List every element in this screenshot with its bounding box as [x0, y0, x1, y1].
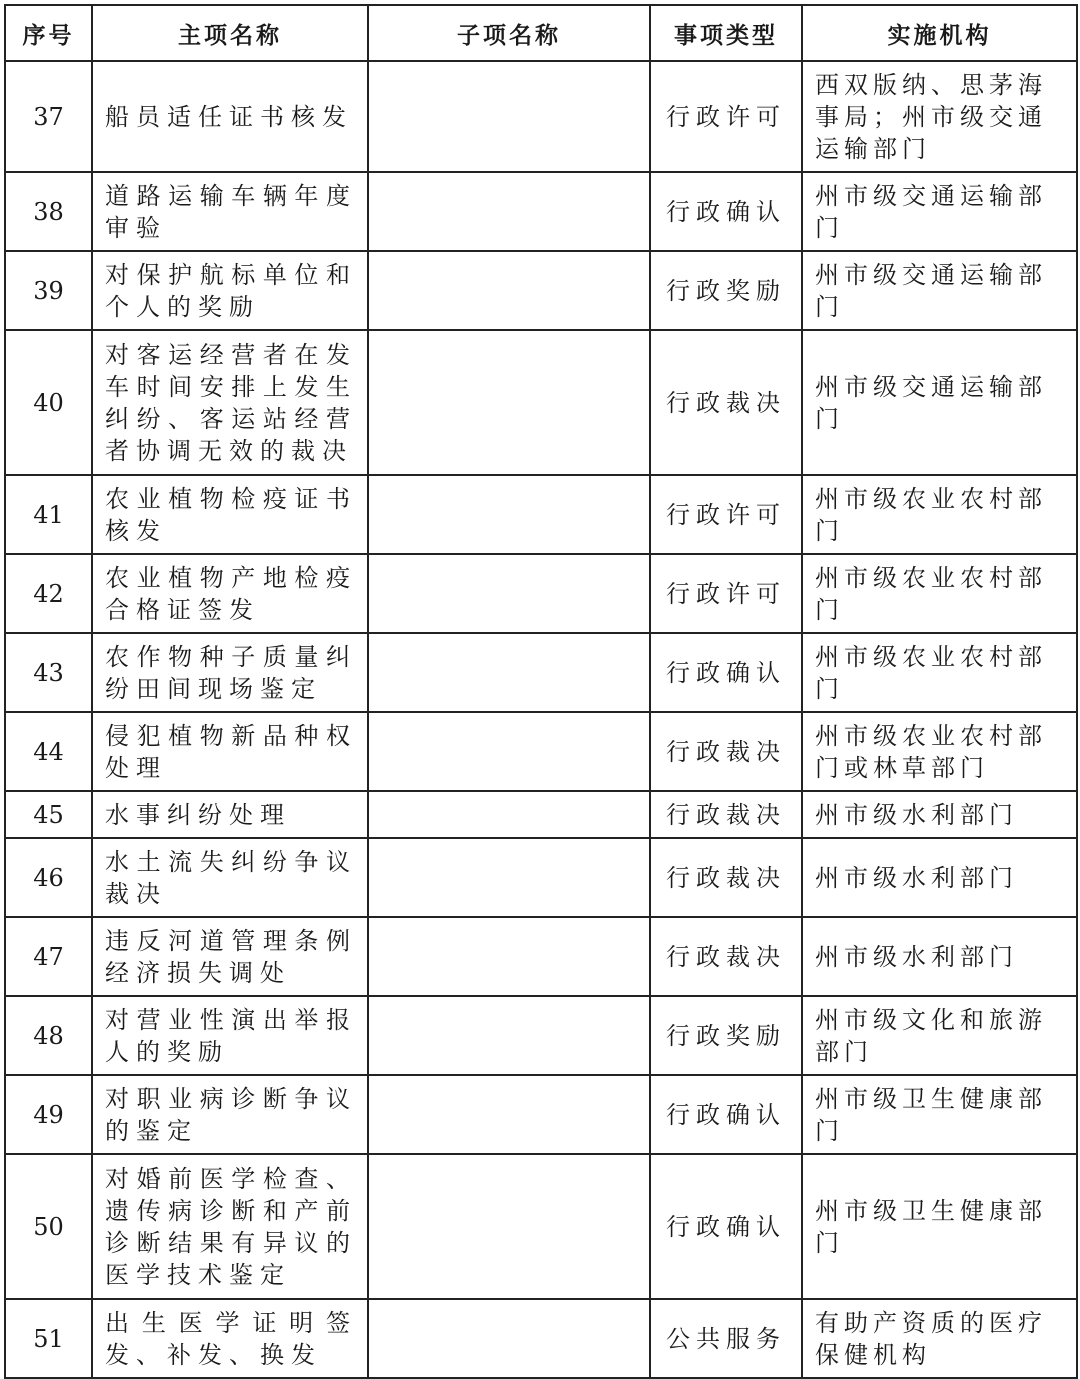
table-row [5, 791, 1077, 838]
cell-seq: 44 [5, 712, 92, 791]
cell-sub-name [368, 838, 650, 917]
cell-type: 行政确认 [650, 1075, 802, 1154]
cell-seq: 38 [5, 172, 92, 251]
cell-sub-name [368, 791, 650, 838]
cell-seq: 51 [5, 1299, 92, 1378]
cell-main-name: 出生医学证明签发、补发、换发 [92, 1299, 368, 1378]
header-row [5, 5, 1077, 61]
cell-sub-name [368, 554, 650, 633]
cell-seq: 45 [5, 791, 92, 838]
cell-sub-name [368, 251, 650, 330]
cell-org: 州市级水利部门 [802, 838, 1077, 917]
table-row [5, 1299, 1077, 1378]
cell-sub-name [368, 996, 650, 1075]
cell-type: 行政奖励 [650, 996, 802, 1075]
table-row [5, 1154, 1077, 1299]
cell-org: 州市级交通运输部门 [802, 330, 1077, 475]
cell-seq: 37 [5, 61, 92, 172]
cell-seq: 42 [5, 554, 92, 633]
cell-seq: 43 [5, 633, 92, 712]
cell-sub-name [368, 1075, 650, 1154]
header-org: 实施机构 [802, 5, 1077, 61]
header-type: 事项类型 [650, 5, 802, 61]
cell-type: 行政奖励 [650, 251, 802, 330]
cell-main-name: 水事纠纷处理 [92, 791, 368, 838]
table-row [5, 1075, 1077, 1154]
cell-type: 行政许可 [650, 475, 802, 554]
cell-seq: 49 [5, 1075, 92, 1154]
table-row [5, 633, 1077, 712]
cell-org: 州市级农业农村部门 [802, 475, 1077, 554]
header-main-name: 主项名称 [92, 5, 368, 61]
table-row [5, 712, 1077, 791]
cell-org: 州市级卫生健康部门 [802, 1075, 1077, 1154]
cell-seq: 41 [5, 475, 92, 554]
cell-main-name: 农作物种子质量纠纷田间现场鉴定 [92, 633, 368, 712]
cell-main-name: 对保护航标单位和个人的奖励 [92, 251, 368, 330]
cell-type: 行政裁决 [650, 330, 802, 475]
cell-type: 公共服务 [650, 1299, 802, 1378]
cell-type: 行政许可 [650, 554, 802, 633]
cell-sub-name [368, 633, 650, 712]
table-row [5, 172, 1077, 251]
cell-sub-name [368, 1154, 650, 1299]
table-row [5, 996, 1077, 1075]
cell-main-name: 农业植物检疫证书核发 [92, 475, 368, 554]
cell-org: 州市级交通运输部门 [802, 172, 1077, 251]
cell-sub-name [368, 917, 650, 996]
table-row [5, 917, 1077, 996]
table-row [5, 475, 1077, 554]
cell-main-name: 对婚前医学检查、遗传病诊断和产前诊断结果有异议的医学技术鉴定 [92, 1154, 368, 1299]
cell-sub-name [368, 61, 650, 172]
cell-type: 行政裁决 [650, 791, 802, 838]
cell-main-name: 违反河道管理条例经济损失调处 [92, 917, 368, 996]
cell-main-name: 道路运输车辆年度审验 [92, 172, 368, 251]
cell-org: 州市级交通运输部门 [802, 251, 1077, 330]
cell-org: 州市级水利部门 [802, 791, 1077, 838]
cell-sub-name [368, 475, 650, 554]
cell-type: 行政裁决 [650, 917, 802, 996]
cell-seq: 48 [5, 996, 92, 1075]
cell-main-name: 船员适任证书核发 [92, 61, 368, 172]
cell-seq: 50 [5, 1154, 92, 1299]
table-row [5, 61, 1077, 172]
cell-org: 州市级农业农村部门或林草部门 [802, 712, 1077, 791]
cell-sub-name [368, 1299, 650, 1378]
cell-seq: 47 [5, 917, 92, 996]
cell-org: 西双版纳、思茅海事局；州市级交通运输部门 [802, 61, 1077, 172]
cell-sub-name [368, 712, 650, 791]
header-seq: 序号 [5, 5, 92, 61]
cell-type: 行政裁决 [650, 838, 802, 917]
cell-type: 行政确认 [650, 1154, 802, 1299]
cell-seq: 40 [5, 330, 92, 475]
cell-sub-name [368, 172, 650, 251]
cell-main-name: 侵犯植物新品种权处理 [92, 712, 368, 791]
cell-org: 州市级文化和旅游部门 [802, 996, 1077, 1075]
cell-main-name: 对职业病诊断争议的鉴定 [92, 1075, 368, 1154]
cell-seq: 46 [5, 838, 92, 917]
table-row [5, 330, 1077, 475]
cell-org: 州市级农业农村部门 [802, 633, 1077, 712]
cell-type: 行政确认 [650, 172, 802, 251]
cell-type: 行政裁决 [650, 712, 802, 791]
cell-main-name: 农业植物产地检疫合格证签发 [92, 554, 368, 633]
cell-main-name: 对客运经营者在发车时间安排上发生纠纷、客运站经营者协调无效的裁决 [92, 330, 368, 475]
table-row [5, 838, 1077, 917]
header-sub-name: 子项名称 [368, 5, 650, 61]
items-table [4, 4, 1078, 1379]
cell-seq: 39 [5, 251, 92, 330]
cell-org: 州市级卫生健康部门 [802, 1154, 1077, 1299]
cell-main-name: 水土流失纠纷争议裁决 [92, 838, 368, 917]
cell-org: 有助产资质的医疗保健机构 [802, 1299, 1077, 1378]
cell-org: 州市级农业农村部门 [802, 554, 1077, 633]
cell-main-name: 对营业性演出举报人的奖励 [92, 996, 368, 1075]
cell-sub-name [368, 330, 650, 475]
table-row [5, 554, 1077, 633]
cell-type: 行政许可 [650, 61, 802, 172]
cell-org: 州市级水利部门 [802, 917, 1077, 996]
cell-type: 行政确认 [650, 633, 802, 712]
table-row [5, 251, 1077, 330]
